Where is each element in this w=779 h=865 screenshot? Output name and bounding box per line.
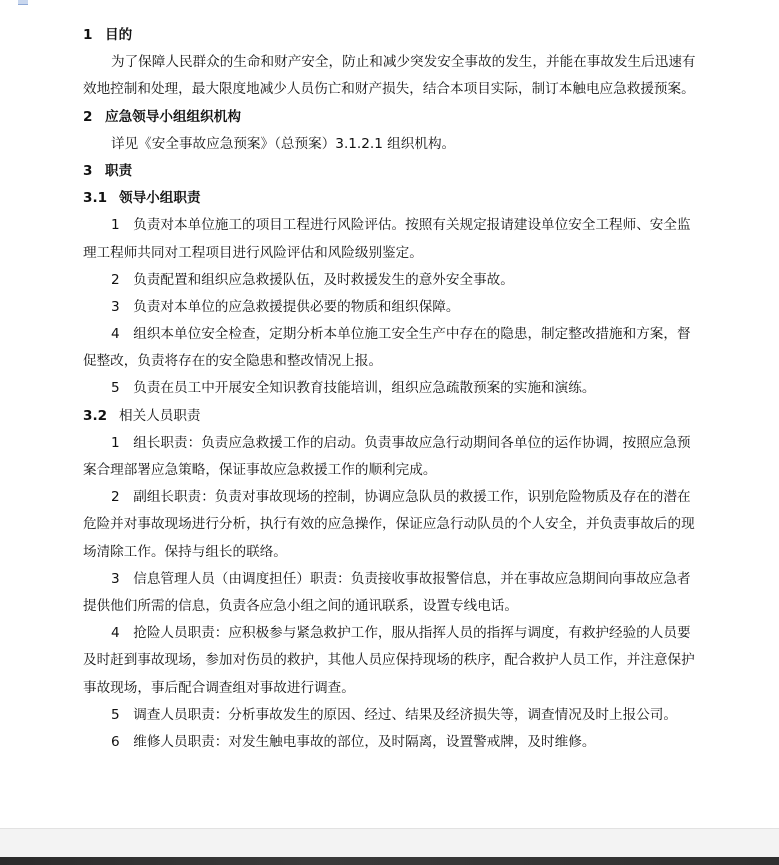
list-item-line: 案合理部署应急策略，保证事故应急救援工作的顺利完成。 — [83, 462, 437, 478]
heading-title: 目的 — [105, 27, 133, 43]
heading-2 — [83, 104, 711, 131]
list-item-line: 4 抢险人员职责：应积极参与紧急救护工作，服从指挥人员的指挥与调度，有救护经验的人员要 — [111, 625, 691, 642]
heading-1 — [83, 22, 711, 49]
heading-number: 3.1 — [83, 190, 108, 207]
list-item-line: 理工程师共同对工程项目进行风险评估和风险级别鉴定。 — [83, 244, 423, 261]
list-item-line: 3 信息管理人员（由调度担任）职责：负责接收事故报警信息，并在事故应急期间向事故应急者 — [111, 570, 691, 587]
list-item-line: 2 负责配置和组织应急救援队伍，及时救援发生的意外安全事故。 — [111, 271, 514, 288]
list-item-line: 6 维修人员职责：对发生触电事故的部位，及时隔离，设置警戒牌，及时维修。 — [111, 733, 596, 750]
list-item-line: 危险并对事故现场进行分析，执行有效的应急操作，保证应急行动队员的个人安全，并负责事故后的现 — [83, 516, 695, 533]
heading-number: 1 — [83, 27, 93, 43]
heading-title: 相关人员职责 — [119, 407, 201, 424]
heading-title: 应急领导小组组织机构 — [105, 108, 241, 125]
paragraph-line: 效地控制和处理，最大限度地减少人员伤亡和财产损失，结合本项目实际，制订本触电应急救援预案。 — [83, 81, 695, 98]
list-item-line: 5 负责在员工中开展安全知识教育技能培训，组织应急疏散预案的实施和演练。 — [111, 380, 596, 397]
heading-3-1 — [83, 185, 711, 212]
heading-title: 职责 — [105, 162, 133, 179]
heading-3-2 — [83, 403, 711, 430]
list-item-line: 场清除工作。保持与组长的联络。 — [83, 543, 287, 560]
list-item-line: 及时赶到事故现场，参加对伤员的救护，其他人员应保持现场的秩序，配合救护人员工作，并注意保护 — [83, 652, 695, 669]
list-item-line: 5 调查人员职责：分析事故发生的原因、经过、结果及经济损失等，调查情况及时上报公司。 — [111, 706, 677, 723]
heading-3 — [83, 158, 711, 185]
page-corner-marker — [18, 0, 28, 5]
document-body — [83, 22, 711, 756]
list-item-line: 1 负责对本单位施工的项目工程进行风险评估。按照有关规定报请建设单位安全工程师、安全监 — [111, 217, 691, 234]
list-item-line: 促整改，负责将存在的安全隐患和整改情况上报。 — [83, 353, 383, 370]
list-item-line: 提供他们所需的信息，负责各应急小组之间的通讯联系，设置专线电话。 — [83, 597, 518, 614]
list-item-line: 1 组长职责：负责应急救援工作的启动。负责事故应急行动期间各单位的运作协调，按照应急预 — [111, 434, 691, 451]
page-footer-area — [0, 828, 779, 858]
list-item-line: 3 负责对本单位的应急救援提供必要的物质和组织保障。 — [111, 298, 460, 315]
heading-number: 3.2 — [83, 407, 108, 424]
heading-number: 2 — [83, 108, 93, 125]
paragraph-line: 详见《安全事故应急预案》（总预案）3.1.2.1 组织机构。 — [111, 135, 456, 152]
paragraph-line: 为了保障人民群众的生命和财产安全，防止和减少突发安全事故的发生，并能在事故发生后迅速有 — [111, 54, 696, 71]
list-item-line: 2 副组长职责：负责对事故现场的控制，协调应急队员的救援工作，识别危险物质及存在的潜在 — [111, 489, 691, 506]
heading-number: 3 — [83, 162, 93, 179]
list-item-line: 4 组织本单位安全检查，定期分析本单位施工安全生产中存在的隐患，制定整改措施和方案，督 — [111, 326, 691, 343]
heading-title: 领导小组职责 — [119, 190, 201, 207]
list-item-line: 事故现场，事后配合调查组对事故进行调查。 — [83, 679, 355, 696]
taskbar-strip — [0, 857, 779, 865]
